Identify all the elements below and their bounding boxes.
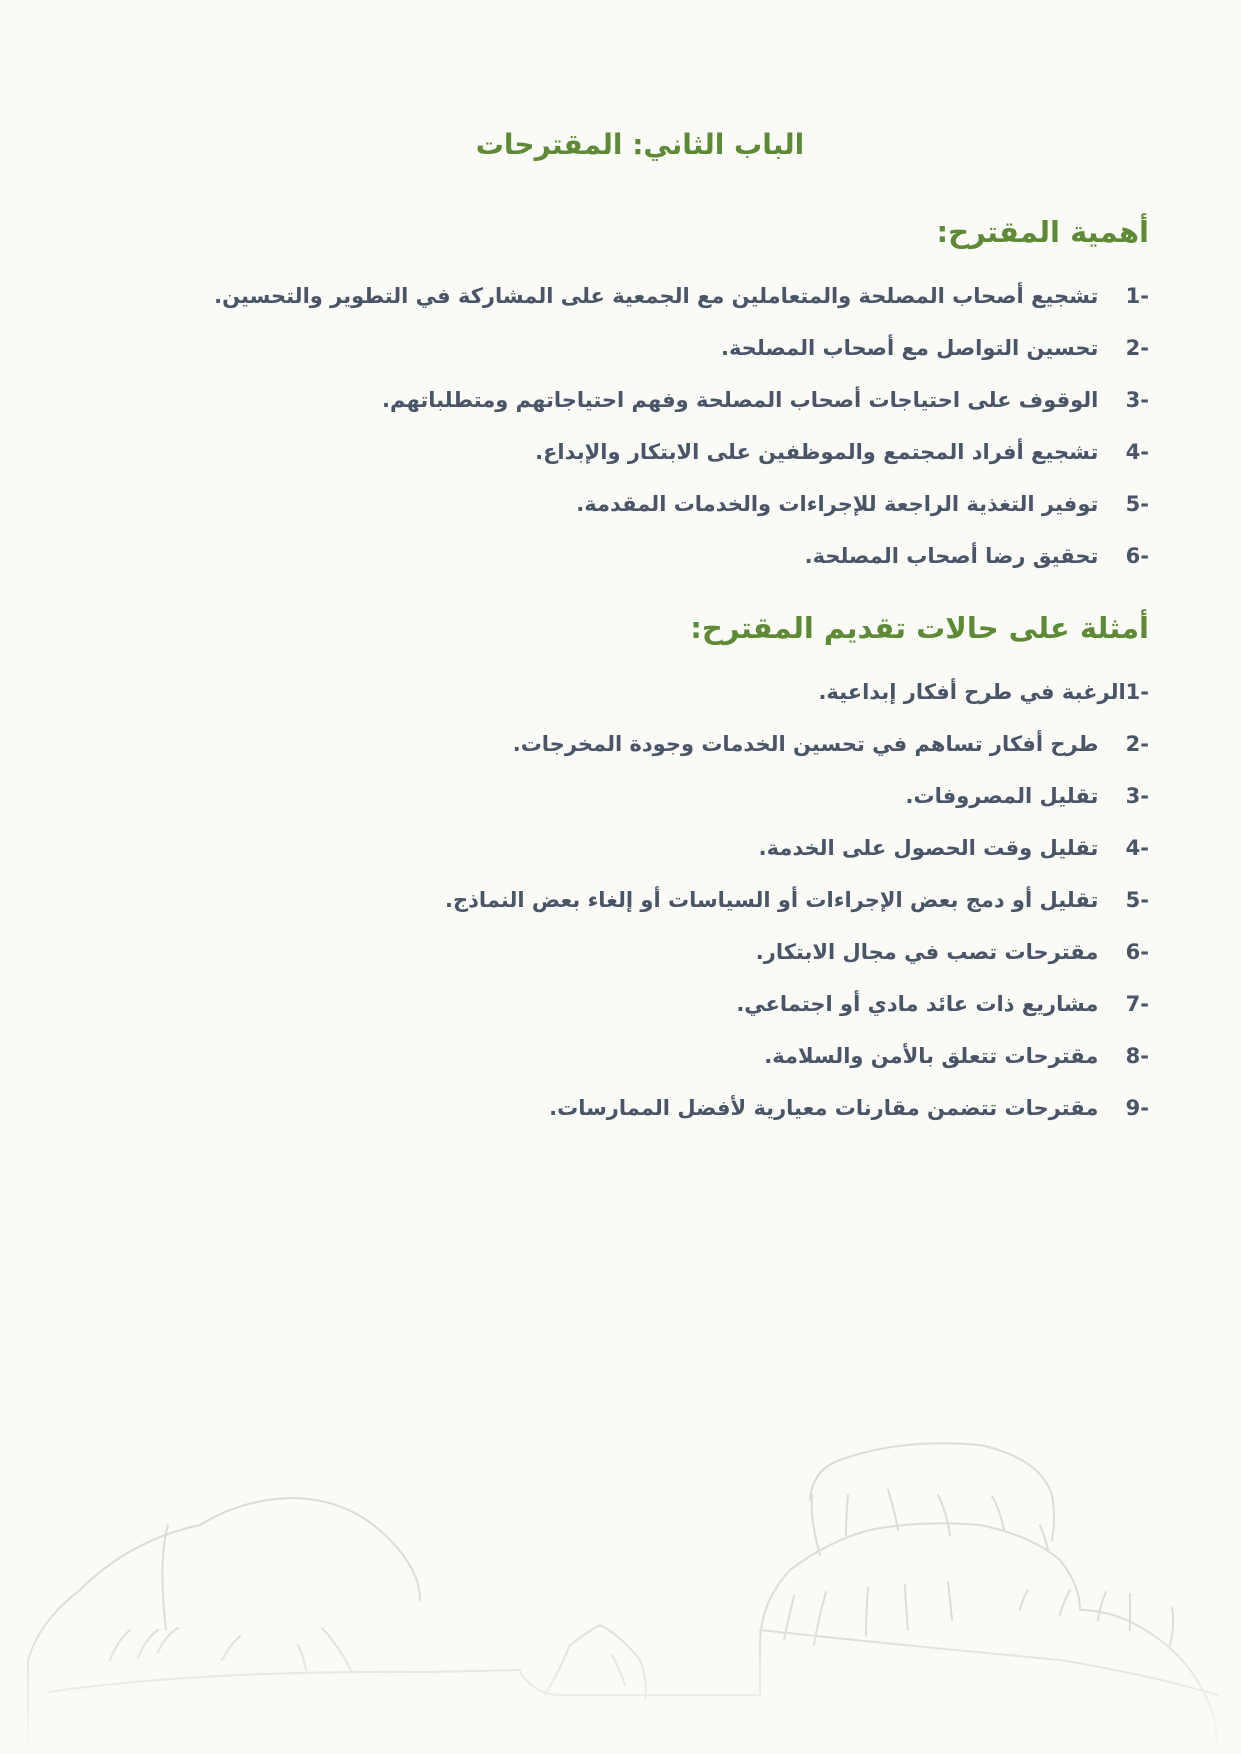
item-number: -2 <box>1125 336 1149 360</box>
item-text: مقترحات تتعلق بالأمن والسلامة. <box>764 1044 1099 1068</box>
list-item <box>149 478 1149 530</box>
item-number: -5 <box>1125 888 1149 912</box>
item-number: -6 <box>1125 940 1149 964</box>
item-number: -3 <box>1125 388 1149 412</box>
item-number: -8 <box>1125 1044 1149 1068</box>
item-text: الرغبة في طرح أفكار إبداعية. <box>818 680 1126 704</box>
background-fade <box>0 1620 1241 1754</box>
list-item <box>149 822 1149 874</box>
list-item <box>149 718 1149 770</box>
importance-list <box>149 270 1149 582</box>
list-item <box>149 426 1149 478</box>
list-item <box>149 666 1149 718</box>
item-number: -3 <box>1125 784 1149 808</box>
list-item <box>149 1082 1149 1134</box>
item-number: -5 <box>1125 492 1149 516</box>
item-number: -9 <box>1125 1096 1149 1120</box>
item-number: -4 <box>1125 440 1149 464</box>
item-number: -1 <box>1125 680 1149 704</box>
chapter-title: الباب الثاني: المقترحات <box>475 128 805 161</box>
item-text: تقليل وقت الحصول على الخدمة. <box>758 836 1099 860</box>
item-number: -1 <box>1125 284 1149 308</box>
examples-heading: أمثلة على حالات تقديم المقترح: <box>690 611 1149 645</box>
item-text: تقليل المصروفات. <box>905 784 1099 808</box>
examples-list <box>149 666 1149 1134</box>
item-number: -2 <box>1125 732 1149 756</box>
list-item <box>149 926 1149 978</box>
item-text: توفير التغذية الراجعة للإجراءات والخدمات المقدمة. <box>576 492 1099 516</box>
list-item <box>149 1030 1149 1082</box>
item-number: -7 <box>1125 992 1149 1016</box>
item-number: -4 <box>1125 836 1149 860</box>
item-text: تشجيع أفراد المجتمع والموظفين على الابتكار والإبداع. <box>535 440 1099 464</box>
item-text: مقترحات تتضمن مقارنات معيارية لأفضل الممارسات. <box>549 1096 1099 1120</box>
item-text: تشجيع أصحاب المصلحة والمتعاملين مع الجمعية على المشاركة في التطوير والتحسين. <box>214 284 1099 308</box>
content <box>149 212 1149 1160</box>
item-text: تحقيق رضا أصحاب المصلحة. <box>804 544 1099 568</box>
list-item <box>149 270 1149 322</box>
item-text: تقليل أو دمج بعض الإجراءات أو السياسات أو إلغاء بعض النماذج. <box>445 888 1099 912</box>
item-text: تحسين التواصل مع أصحاب المصلحة. <box>720 336 1099 360</box>
item-text: طرح أفكار تساهم في تحسين الخدمات وجودة المخرجات. <box>512 732 1099 756</box>
list-item <box>149 374 1149 426</box>
list-item <box>149 874 1149 926</box>
item-text: مشاريع ذات عائد مادي أو اجتماعي. <box>736 992 1099 1016</box>
item-text: مقترحات تصب في مجال الابتكار. <box>755 940 1099 964</box>
item-text: الوقوف على احتياجات أصحاب المصلحة وفهم احتياجاتهم ومتطلباتهم. <box>382 388 1099 412</box>
list-item <box>149 322 1149 374</box>
importance-heading: أهمية المقترح: <box>936 215 1149 249</box>
item-number: -6 <box>1125 544 1149 568</box>
list-item <box>149 770 1149 822</box>
list-item <box>149 530 1149 582</box>
list-item <box>149 978 1149 1030</box>
